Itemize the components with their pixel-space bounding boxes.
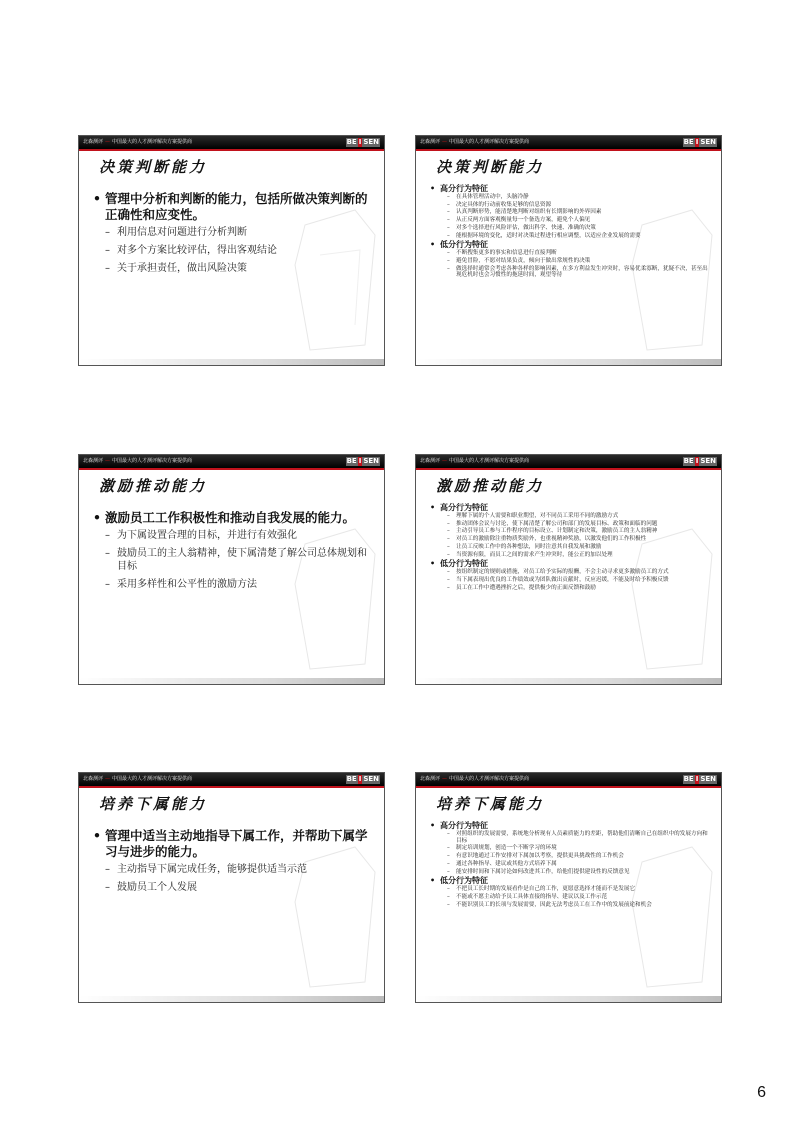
sub-bullet: – 采用多样性和公平性的激励方法 bbox=[93, 578, 374, 591]
sub-bullet: – 利用信息对问题进行分析判断 bbox=[93, 226, 374, 239]
slide-title: 培养下属能力 bbox=[99, 795, 208, 813]
behavior-item: – 决定具体的行动前收集足够的信息资源 bbox=[430, 202, 711, 209]
behavior-item: – 能根据环境的变化，适时对决策过程进行相应调整，以适应企业发展的需要 bbox=[430, 233, 711, 240]
low-score-heading: • 低分行为特征 bbox=[430, 559, 711, 569]
page-number: 6 bbox=[757, 1084, 766, 1101]
beisen-logo: BE I SEN bbox=[346, 457, 379, 465]
high-score-heading: • 高分行为特征 bbox=[430, 184, 711, 194]
high-score-heading: • 高分行为特征 bbox=[430, 503, 711, 513]
behavior-item: – 不把员工长时期的发展看作是自己的工作，更愿意选择才能而不是发展它 bbox=[430, 886, 711, 893]
slide-header: 北森测评 — 中国最大的人才测评解决方案提供商 bbox=[416, 136, 721, 149]
slide-decision-summary bbox=[78, 135, 385, 366]
behavior-item: – 从正反两方面客观衡量每一个备选方案，避免个人偏见 bbox=[430, 217, 711, 224]
header-sep: — bbox=[105, 139, 111, 145]
behavior-item: – 在具体管理活动中，头脑冷静 bbox=[430, 194, 711, 201]
behavior-item: – 对员工的激励除注重物质奖励外，也重视精神奖励，以激发他们的工作积极性 bbox=[430, 536, 711, 543]
behavior-item: – 当资源有限，而员工之间的需求产生冲突时，能公正的加以处理 bbox=[430, 552, 711, 559]
high-score-heading: • 高分行为特征 bbox=[430, 821, 711, 831]
behavior-item: – 制定培训规划，创造一个不断学习的环境 bbox=[430, 845, 711, 852]
beisen-logo: BE I SEN bbox=[346, 138, 379, 146]
beisen-logo: BE I SEN bbox=[346, 775, 379, 783]
behavior-item: – 做选择时通常会考虑各种各样的影响因素，在多方利益发生冲突时，容易优柔寡断，犹疑不决，甚至出现危机时也会习惯性的拖延时间，观望等待 bbox=[430, 266, 711, 279]
behavior-item: – 有意识地通过工作安排对下属加以考察，提供更具挑战性的工作机会 bbox=[430, 853, 711, 860]
slide-motivation-summary bbox=[78, 454, 385, 685]
behavior-item: – 认真判断形势，能清楚地判断对组织有长期影响的外界因素 bbox=[430, 209, 711, 216]
sub-bullet: – 主动指导下属完成任务，能够提供适当示范 bbox=[93, 863, 374, 876]
slide-title: 培养下属能力 bbox=[436, 795, 545, 813]
slide-title: 激励推动能力 bbox=[99, 477, 208, 495]
behavior-item: – 推动团体会议与讨论，使下属清楚了解公司和部门的发展目标、政策和面临的问题 bbox=[430, 521, 711, 528]
low-score-heading: • 低分行为特征 bbox=[430, 876, 711, 886]
behavior-item: – 理解下属的个人需要和职业期望，对不同员工采用不同的激励方式 bbox=[430, 513, 711, 520]
sub-bullet: – 为下属设置合理的目标，并进行有效强化 bbox=[93, 529, 374, 542]
slide-header: 北森测评 — 中国最大的人才测评解决方案提供商 bbox=[79, 455, 384, 468]
header-tagline: 中国最大的人才测评解决方案提供商 bbox=[112, 139, 193, 145]
slide-title: 决策判断能力 bbox=[99, 158, 208, 176]
behavior-item: – 对照组织的发展需要，系统地分析现有人员素质能力的差距，帮助他们清晰自己在组织中的发展方向和目标 bbox=[430, 831, 711, 844]
behavior-item: – 不能或不愿主动给予员工具体直接的指导、建议以及工作示范 bbox=[430, 894, 711, 901]
header-company: 北森测评 bbox=[83, 139, 104, 145]
beisen-logo: BE I SEN bbox=[683, 138, 716, 146]
beisen-logo: BE I SEN bbox=[683, 457, 716, 465]
behavior-item: – 主动引导员工参与工作程序的目标设立、计划制定和决策，激励员工的主人翁精神 bbox=[430, 528, 711, 535]
behavior-item: – 按组织制定的规则或措施，对员工给予实际的报酬，不会主动寻求更多激励员工的方式 bbox=[430, 569, 711, 576]
behavior-item: – 员工在工作中遭遇挫折之后，提供极少的正面反馈和鼓励 bbox=[430, 585, 711, 592]
slide-title: 激励推动能力 bbox=[436, 477, 545, 495]
behavior-item: – 避免冒险，不愿对结果负责，倾向于做出常规性的决策 bbox=[430, 258, 711, 265]
behavior-item: – 当下属表现出优良的工作绩效或为团队做出贡献时，反应迟缓，不能及时给予积极反馈 bbox=[430, 577, 711, 584]
sub-bullet: – 鼓励员工个人发展 bbox=[93, 881, 374, 894]
slide-coaching-behaviors bbox=[415, 772, 722, 1003]
main-bullet: • 管理中适当主动地指导下属工作，并帮助下属学习与进步的能力。 bbox=[93, 828, 374, 860]
behavior-item: – 让员工反映工作中的各种想法，同时注意其自我发展和激励 bbox=[430, 544, 711, 551]
behavior-item: – 对多个选择进行风险评估，做出科学、快速、准确的决策 bbox=[430, 225, 711, 232]
slide-motivation-behaviors bbox=[415, 454, 722, 685]
slide-header: 北森测评 — 中国最大的人才测评解决方案提供商 bbox=[416, 455, 721, 468]
beisen-logo: BE I SEN bbox=[683, 775, 716, 783]
slide-header: 北森测评 — 中国最大的人才测评解决方案提供商 bbox=[416, 773, 721, 786]
behavior-item: – 通过各种指导、建议或其他方式培养下属 bbox=[430, 861, 711, 868]
behavior-item: – 不能识别员工的长项与发展需要，因此无法考虑员工在工作中的发展前途和机会 bbox=[430, 902, 711, 909]
low-score-heading: • 低分行为特征 bbox=[430, 240, 711, 250]
main-bullet: • 管理中分析和判断的能力，包括所做决策判断的正确性和应变性。 bbox=[93, 191, 374, 223]
sub-bullet: – 对多个方案比较评估，得出客观结论 bbox=[93, 244, 374, 257]
slide-header: 北森测评 — 中国最大的人才测评解决方案提供商 bbox=[79, 773, 384, 786]
slide-header bbox=[79, 136, 384, 149]
slide-decision-behaviors bbox=[415, 135, 722, 366]
slide-title: 决策判断能力 bbox=[436, 158, 545, 176]
main-bullet: • 激励员工工作积极性和推动自我发展的能力。 bbox=[93, 510, 374, 526]
sub-bullet: – 关于承担责任，做出风险决策 bbox=[93, 262, 374, 275]
slide-coaching-summary bbox=[78, 772, 385, 1003]
sub-bullet: – 鼓励员工的主人翁精神，使下属清楚了解公司总体规划和目标 bbox=[93, 547, 374, 573]
behavior-item: – 不断搜集更多的事实和信息进行直接判断 bbox=[430, 250, 711, 257]
behavior-item: – 能安排时间和下属讨论如何改进其工作，给他们提供建设性的反馈意见 bbox=[430, 869, 711, 876]
